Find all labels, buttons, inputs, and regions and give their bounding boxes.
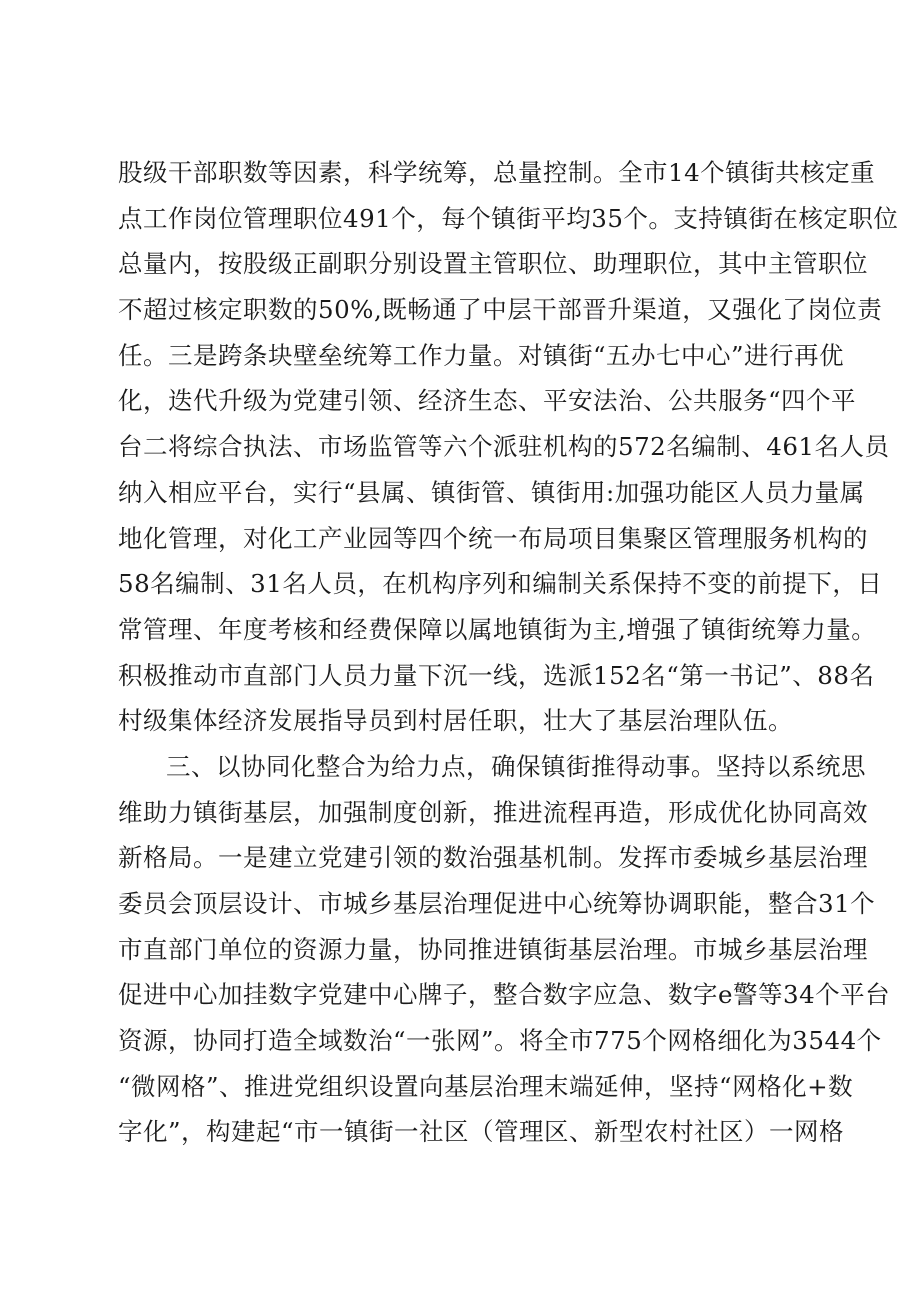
text-line: 市直部门单位的资源力量，协同推进镇街基层治理。市城乡基层治理 xyxy=(118,934,868,964)
text-line: 化，迭代升级为党建引领、经济生态、平安法治、公共服务“四个平 xyxy=(118,386,857,416)
body-text xyxy=(118,150,899,1155)
text-line: 资源，协同打造全域数治“一张网”。将全市775个网格细化为3544个 xyxy=(118,1026,882,1056)
text-line: 台二将综合执法、市场监管等六个派驻机构的572名编制、461名人员 xyxy=(118,432,890,462)
text-line: 任。三是跨条块壁垒统筹工作力量。对镇街“五办七中心”进行再优 xyxy=(118,340,845,370)
text-line: 不超过核定职数的50%,既畅通了中层干部晋升渠道，又强化了岗位责 xyxy=(118,295,883,325)
text-line: 维助力镇街基层，加强制度创新，推进流程再造，形成优化协同高效 xyxy=(118,797,868,827)
text-line: 字化”，构建起“市一镇街一社区（管理区、新型农村社区）一网格 xyxy=(118,1117,845,1147)
text-line: 促进中心加挂数字党建中心牌子，整合数字应急、数字e警等34个平台 xyxy=(118,980,891,1010)
text-line: 股级干部职数等因素，科学统筹，总量控制。全市14个镇街共核定重 xyxy=(118,158,876,187)
text-line: 村级集体经济发展指导员到村居任职，壮大了基层治理队伍。 xyxy=(118,706,793,736)
text-line: 总量内，按股级正副职分别设置主管职位、助理职位，其中主管职位 xyxy=(118,249,868,279)
text-line: 58名编制、31名人员，在机构序列和编制关系保持不变的前提下，日 xyxy=(118,569,883,599)
text-line: 委员会顶层设计、市城乡基层治理促进中心统筹协调职能，整合31个 xyxy=(118,889,876,918)
text-line: 新格局。一是建立党建引领的数治强基机制。发挥市委城乡基层治理 xyxy=(118,843,868,873)
text-line: 点工作岗位管理职位491个，每个镇街平均35个。支持镇街在核定职位 xyxy=(118,203,899,233)
text-line: 常管理、年度考核和经费保障以属地镇街为主,增强了镇街统筹力量。 xyxy=(118,614,877,644)
text-line: 纳入相应平台，实行“县属、镇街管、镇街用:加强功能区人员力量属 xyxy=(118,477,865,507)
text-line: 地化管理，对化工产业园等四个统一布局项目集聚区管理服务机构的 xyxy=(118,523,868,553)
text-line: 积极推动市直部门人员力量下沉一线，选派152名“第一书记”、88名 xyxy=(118,660,875,690)
text-line: “微网格”、推进党组织设置向基层治理末端延伸，坚持“网格化+数 xyxy=(118,1071,854,1101)
paragraph-start-line: 三、以协同化整合为给力点，确保镇街推得动事。坚持以系统思 xyxy=(166,751,866,781)
